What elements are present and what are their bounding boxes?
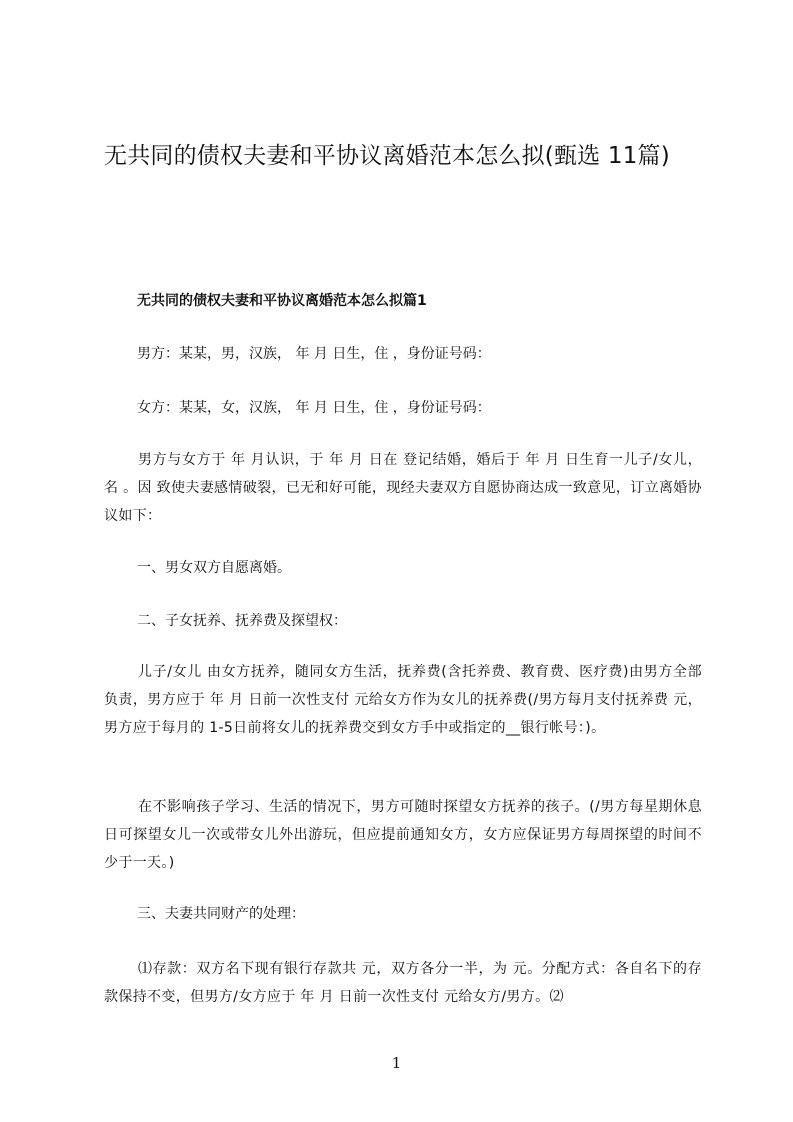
savings-paragraph: ⑴存款：双方名下现有银行存款共 元，双方各分一半，为 元。分配方式：各自名下的存款保持不变，但男方/女方应于 年 月 日前一次性支付 元给女方/男方。⑵ <box>104 961 702 1005</box>
clause-divorce: 一、男女双方自愿离婚。 <box>137 560 291 576</box>
document-title: 无共同的债权夫妻和平协议离婚范本怎么拟(甄选 11篇) <box>104 143 670 169</box>
custody-paragraph: 儿子/女儿 由女方抚养，随同女方生活，抚养费(含托养费、教育费、医疗费)由男方全部负责，男方应于 年 月 日前一次性支付 元给女方作为女儿的抚养费(/男方每月支付抚养费 元，男方应于每月的 1-5日前将女儿的抚养费交到女方手中或指定的__银行帐号：)。 <box>104 664 702 736</box>
clause-property-heading: 三、夫妻共同财产的处理： <box>137 906 305 922</box>
husband-info-line: 男方：某某，男，汉族， 年 月 日生，住 ，身份证号码： <box>137 346 491 362</box>
section-heading: 无共同的债权夫妻和平协议离婚范本怎么拟篇1 <box>137 293 427 309</box>
page-number: 1 <box>391 1054 402 1072</box>
wife-info-line: 女方：某某，女，汉族， 年 月 日生，住 ，身份证号码： <box>137 400 491 416</box>
clause-custody-heading: 二、子女抚养、抚养费及探望权： <box>137 613 347 629</box>
intro-paragraph: 男方与女方于 年 月认识，于 年 月 日在 登记结婚，婚后于 年 月 日生育一儿子/女儿，名 。因 致使夫妻感情破裂，已无和好可能，现经夫妻双方自愿协商达成一致意见，订立离婚协议如下： <box>104 452 702 524</box>
visitation-paragraph: 在不影响孩子学习、生活的情况下，男方可随时探望女方抚养的孩子。(/男方每星期休息日可探望女儿一次或带女儿外出游玩，但应提前通知女方，女方应保证男方每周探望的时间不少于一天。) <box>104 799 702 871</box>
